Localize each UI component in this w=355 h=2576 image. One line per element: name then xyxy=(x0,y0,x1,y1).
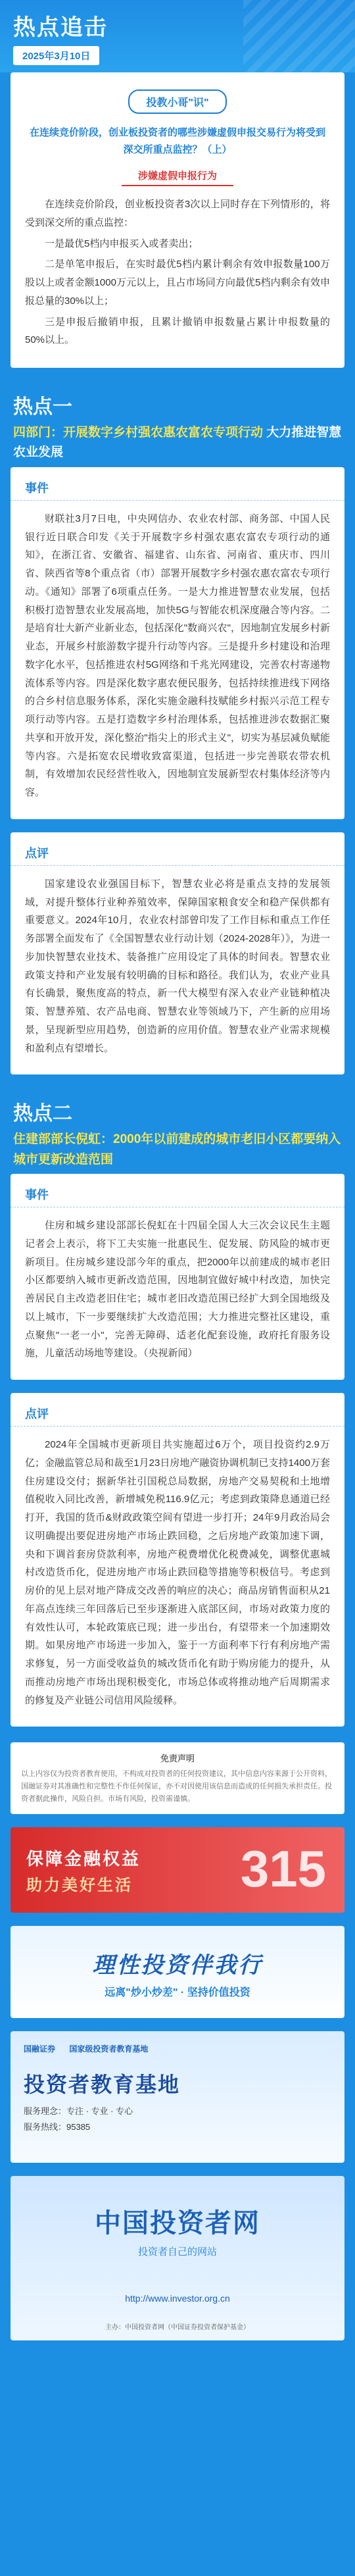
header-banner xyxy=(0,0,355,72)
hot2-title xyxy=(13,1130,342,1170)
hot2-comment-card xyxy=(11,1393,344,1727)
banner-315-number: 315 xyxy=(240,1840,326,1898)
banner-315-line2: 助力美好生活 xyxy=(26,1877,133,1895)
hot1-title-main: 四部门：开展数字乡村强农惠农富农专项行动 xyxy=(13,426,264,440)
base-title: 投资者教育基地 xyxy=(24,2073,181,2097)
hot1-label: 热点一 xyxy=(13,396,72,418)
rational-sub: 远离"炒小炒差" · 坚持价值投资 xyxy=(105,1987,250,1999)
site-title: 中国投资者网 xyxy=(95,2209,260,2238)
event-label: 事件 xyxy=(11,467,344,501)
base-line: 服务理念：专注 · 专业 · 专心 xyxy=(24,2106,133,2117)
event-body xyxy=(11,501,344,819)
intro-card xyxy=(11,72,344,368)
date-badge: 2025年3月10日 xyxy=(13,46,99,65)
page-title: 热点追击 xyxy=(13,15,108,40)
event-label: 事件 xyxy=(11,1174,344,1207)
site-sub: 投资者自己的网站 xyxy=(137,2246,217,2258)
rational-title: 理性投资伴我行 xyxy=(92,1953,263,1979)
intro-paragraph: 二是单笔申报后，在实时最优5档内累计剩余有效申报数量100万股以上或者金额1000万元以上，且占市场同方向最优5档内剩余有效申报总量的30%以上； xyxy=(25,259,330,307)
banner-edu-base[interactable] xyxy=(11,2031,344,2163)
national-base-logo: 国家级投资者教育基地 xyxy=(69,2044,149,2054)
intro-question: 在连续竞价阶段，创业板投资者的哪些涉嫌虚假申报交易行为将受到深交所重点监控？（上） xyxy=(29,127,325,155)
comment-text: 国家建设农业强国目标下，智慧农业必将是重点支持的发展领域，对提升整体行业种养殖效率，保障国家粮食安全和稳产保供都有重要意义。2024年10月，农业农村部曾印发了工作目标和重点工作任务部署全面发布了《全国智慧农业行动计划（2024-2028年）》，为进一步加快智慧农业技术、装备推广应用设定了具体的时间表。智慧农业政策支持和产业发展有较明确的目标和路径。我们认为，农业产业具有长确景，聚焦度高的特点，新一代大模型有深入农业产业链种植决策、智慧养殖、农产品电商、智慧农业等领域乃下，产生新的应用场景，呈现新型应用趋势，创造新的应用价值。智慧农业产业需求规模和盈利点有望增长。 xyxy=(25,878,330,1054)
hot2-title-main: 住建部部长倪虹：2000年以前建成的城市老旧小区都要纳入城市更新改造范围 xyxy=(13,1132,341,1167)
site-footer: 主办：中国投资者网（中国证券投资者保护基金） xyxy=(105,2324,250,2332)
hot2-event-card xyxy=(11,1174,344,1380)
base-info xyxy=(24,2104,133,2134)
banner-rational-investment[interactable] xyxy=(11,1926,344,2018)
banner-investor-site[interactable] xyxy=(11,2176,344,2340)
intro-paragraph: 在连续竞价阶段，创业板投资者3次以上同时存在下列情形的，将受到深交所的重点监控： xyxy=(25,199,330,228)
site-url-link[interactable]: http://www.investor.org.cn xyxy=(125,2293,230,2304)
comment-label: 点评 xyxy=(11,1393,344,1427)
header-decoration xyxy=(243,0,355,72)
disclaimer-title: 免责声明 xyxy=(160,1754,195,1764)
comment-body xyxy=(11,1427,344,1727)
edu-badge: 投教小哥"识" xyxy=(128,89,227,114)
disclaimer-text: 以上内容仅为投资者教育使用，不构成对投资者的任何投资建议，其中信息内容来源于公开资料，国融证券对其准确性和完整性不作任何保证，亦不对因使用该信息而造成的任何损失承担责任。投资者据此操作，风险自担。市场有风险，投资需谨慎。 xyxy=(21,1770,332,1803)
hot1-title xyxy=(13,423,342,463)
disclaimer xyxy=(11,1742,344,1814)
intro-paragraph: 三是申报后撤销申报，且累计撤销申报数量占累计申报数量的50%以上。 xyxy=(25,316,330,346)
guorong-logo: 国融证券 xyxy=(24,2044,56,2054)
comment-text: 2024年全国城市更新项目共实施超过6万个，项目投资约2.9万亿；金融监管总局和裁至1月23日房地产融资协调机制已支持1400万套住房建设交付；据新华社引国税总局数据，房地产交易契税和土地增值税收入同比改善，新增城免税116.9亿元；考虑到政策降息通道已经打开，我国的货币&财政政策空间有望进一步打开；24年9月政治局会议明确提出要促进房地产市场止跌回稳，之后房地产政策加速下调，央和下调首套房贷款利率，房地产税费增优化税费减免，调整优惠城村改造货币化，促进房地产市场止跌回稳等措施等积极信号。考虑到房价的见上层对地产降成交改善的响应的决心；商品房销售面积从21年高点连续三年回落后已至步逐渐进入底部区间，市场对政策力度的有效性认可，本轮政策底已现；进一步出台，有望带来一个加速期效期。如果房地产市场进一步加入，鉴于一方面利率下行有利房地产需求修复，另一方面受收益负的城改货币化有助于购房能力的提升，从而推动房地产市场出现积极变化，市场总体或将推动地产后周期需求的修复及产业链公司信用风险缓释。 xyxy=(25,1439,330,1706)
base-logos xyxy=(24,2043,160,2054)
hot1-event-card xyxy=(11,467,344,819)
banner-315[interactable] xyxy=(11,1827,344,1913)
comment-body xyxy=(11,866,344,1075)
base-line: 服务热线：95385 xyxy=(24,2121,91,2132)
comment-label: 点评 xyxy=(11,832,344,866)
hot2-header xyxy=(11,1090,344,1174)
intro-sub-badge: 涉嫌虚假申报行为 xyxy=(122,168,233,186)
hot1-header xyxy=(11,384,344,467)
hot1-title-tail: 大力推进智慧农业发展 xyxy=(13,426,342,460)
hot2-label: 热点二 xyxy=(13,1103,72,1125)
event-body xyxy=(11,1207,344,1380)
intro-body xyxy=(25,195,330,349)
event-text: 财联社3月7日电，中央网信办、农业农村部、商务部、中国人民银行近日联合印发《关于开展数字乡村强农惠农富农专项行动的通知》，在浙江省、安徽省、福建省、山东省、河南省、重庆市、四川省、陕西省等8个重点省（市）部署开展数字乡村强农惠农富农专项行动。《通知》部署了6项重点任务。一是大力推进智慧农业发展，包括积极打造智慧农业发展高地，加快5G与智能农机深度融合等内容。二是培育壮大新产业新业态，包括深化"数商兴农"，因地制宜发展乡村新业态，开展乡村旅游数字提升行动等内容。三是提升乡村建设和治理数字化水平，包括推进农村5G网络和千兆光网建设，完善农村寄递物流体系等内容。四是深化数字惠农便民服务，包括持续推进线下网络的合乡村信息服务体系，深化实施金融科技赋能乡村振兴示范工程专项行动等内容。五是打造数字乡村治理体系，包括推进涉农数据汇聚共享和开放开发，深化整治"指尖上的形式主义"，切实为基层减负赋能等内容。六是拓宽农民增收致富渠道，包括进一步完善联农带农机制，有效增加农民经营性收入，因地制宜发展新型农村集体经济等内容。 xyxy=(25,513,330,799)
intro-paragraph: 一是最优5档内申报买入或者卖出； xyxy=(45,238,199,249)
hot1-comment-card xyxy=(11,832,344,1075)
banner-315-line1: 保障金融权益 xyxy=(26,1849,141,1869)
event-text: 住房和城乡建设部部长倪虹在十四届全国人大三次会议民生主题记者会上表示，将下工夫实施一批惠民生、促发展、防风险的城市更新项目。住房城乡建设部今年的重点，把2000年以前建成的城市老旧小区都要纳入城市更新改造范围，因地制宜做好城中村改造，加快完善居民自主改造老旧住宅；城市老旧改造范围已经扩大到全国地级及以上城市，下一步要继续扩大改造范围；大力推进完整社区建设，重点聚焦"一老一小"，完善无障碍、适老化配套设施，政府托育服务设施，儿童活动场地等建设。（央视新闻） xyxy=(25,1220,330,1359)
